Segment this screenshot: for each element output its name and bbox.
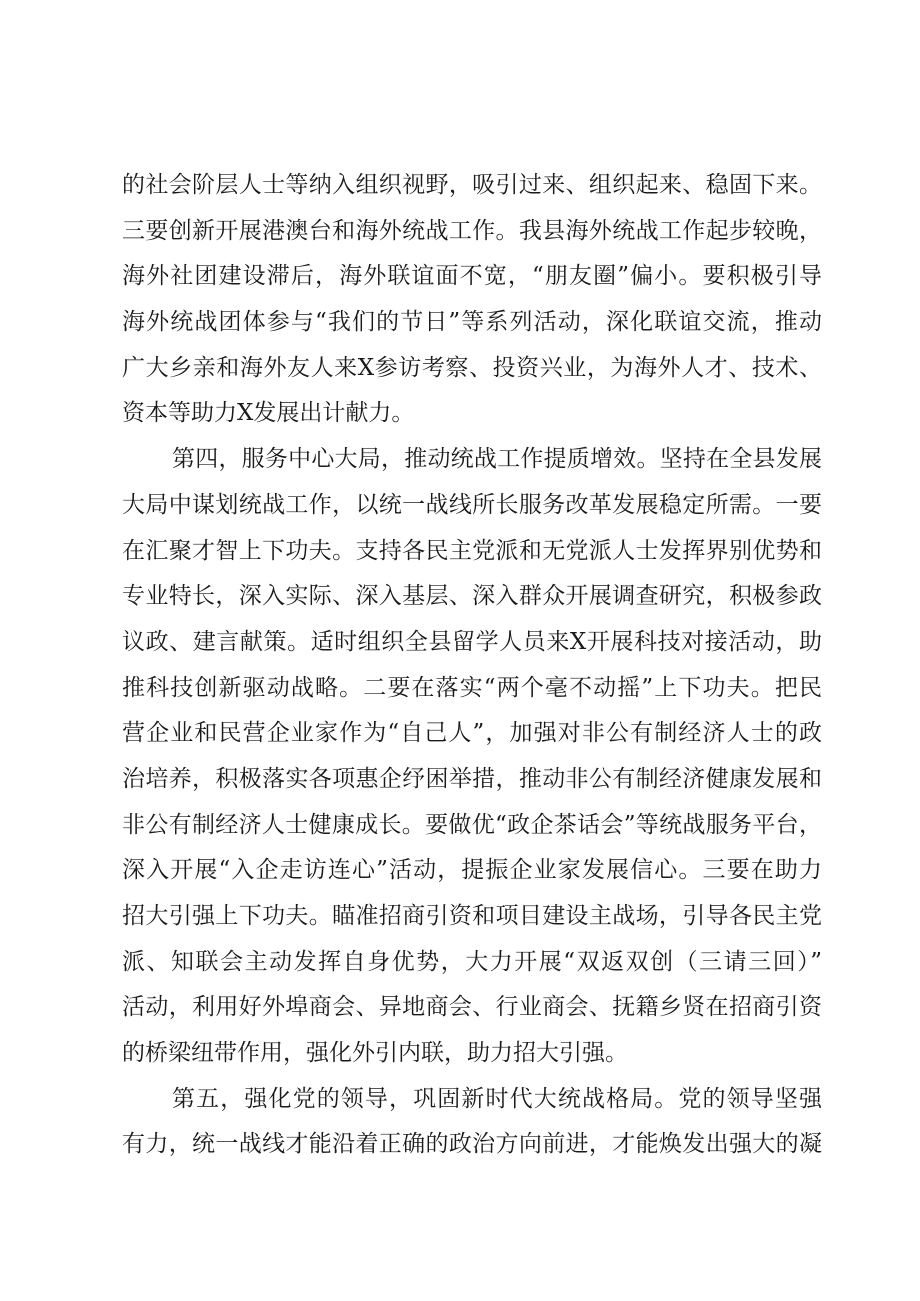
text-line: 第四，服务中心大局，推动统战工作提质增效。坚持在全县发展 (172, 446, 822, 473)
text-line: 大局中谋划统战工作，以统一战线所长服务改革发展稳定所需。一要 (122, 491, 822, 518)
text-line: 海外统战团体参与“我们的节日”等系列活动，深化联谊交流，推动 (122, 309, 822, 336)
text-line: 非公有制经济人士健康成长。要做优“政企茶话会”等统战服务平台， (122, 811, 822, 838)
text-line: 的社会阶层人士等纳入组织视野，吸引过来、组织起来、稳固下来。 (122, 172, 822, 198)
paragraph-4 (122, 437, 822, 1077)
paragraph-3-continued (122, 163, 822, 437)
text-line: 招大引强上下功夫。瞄准招商引资和项目建设主战场，引导各民主党 (122, 903, 822, 929)
text-line: 有力，统一战线才能沿着正确的政治方向前进，才能焕发出强大的凝 (122, 1131, 822, 1158)
text-line: 资本等助力X发展出计献力。 (122, 400, 415, 427)
text-line: 在汇聚才智上下功夫。支持各民主党派和无党派人士发挥界别优势和 (122, 537, 822, 564)
text-line: 海外社团建设滞后，海外联谊面不宽，“朋友圈”偏小。要积极引导 (122, 263, 822, 290)
text-line: 的桥梁纽带作用，强化外引内联，助力招大引强。 (122, 1040, 628, 1067)
text-line: 营企业和民营企业家作为“自己人”，加强对非公有制经济人士的政 (122, 720, 822, 747)
text-line: 议政、建言献策。适时组织全县留学人员来X开展科技对接活动，助 (122, 628, 822, 655)
text-line: 三要创新开展港澳台和海外统战工作。我县海外统战工作起步较晚， (122, 217, 822, 244)
text-line: 专业特长，深入实际、深入基层、深入群众开展调查研究，积极参政 (122, 583, 822, 610)
text-line: 活动，利用好外埠商会、异地商会、行业商会、抚籍乡贤在招商引资 (122, 994, 822, 1021)
paragraph-5 (122, 1077, 822, 1168)
document-page (122, 163, 822, 1168)
text-line: 第五，强化党的领导，巩固新时代大统战格局。党的领导坚强 (172, 1085, 822, 1112)
text-line: 推科技创新驱动战略。二要在落实“两个毫不动摇”上下功夫。把民 (122, 674, 822, 701)
text-line: 治培养，积极落实各项惠企纾困举措，推动非公有制经济健康发展和 (122, 765, 822, 792)
text-line: 广大乡亲和海外友人来X参访考察、投资兴业，为海外人才、技术、 (122, 354, 822, 381)
text-line: 派、知联会主动发挥自身优势，大力开展“双返双创（三请三回）” (122, 948, 822, 975)
text-line: 深入开展“入企走访连心”活动，提振企业家发展信心。三要在助力 (122, 857, 822, 884)
